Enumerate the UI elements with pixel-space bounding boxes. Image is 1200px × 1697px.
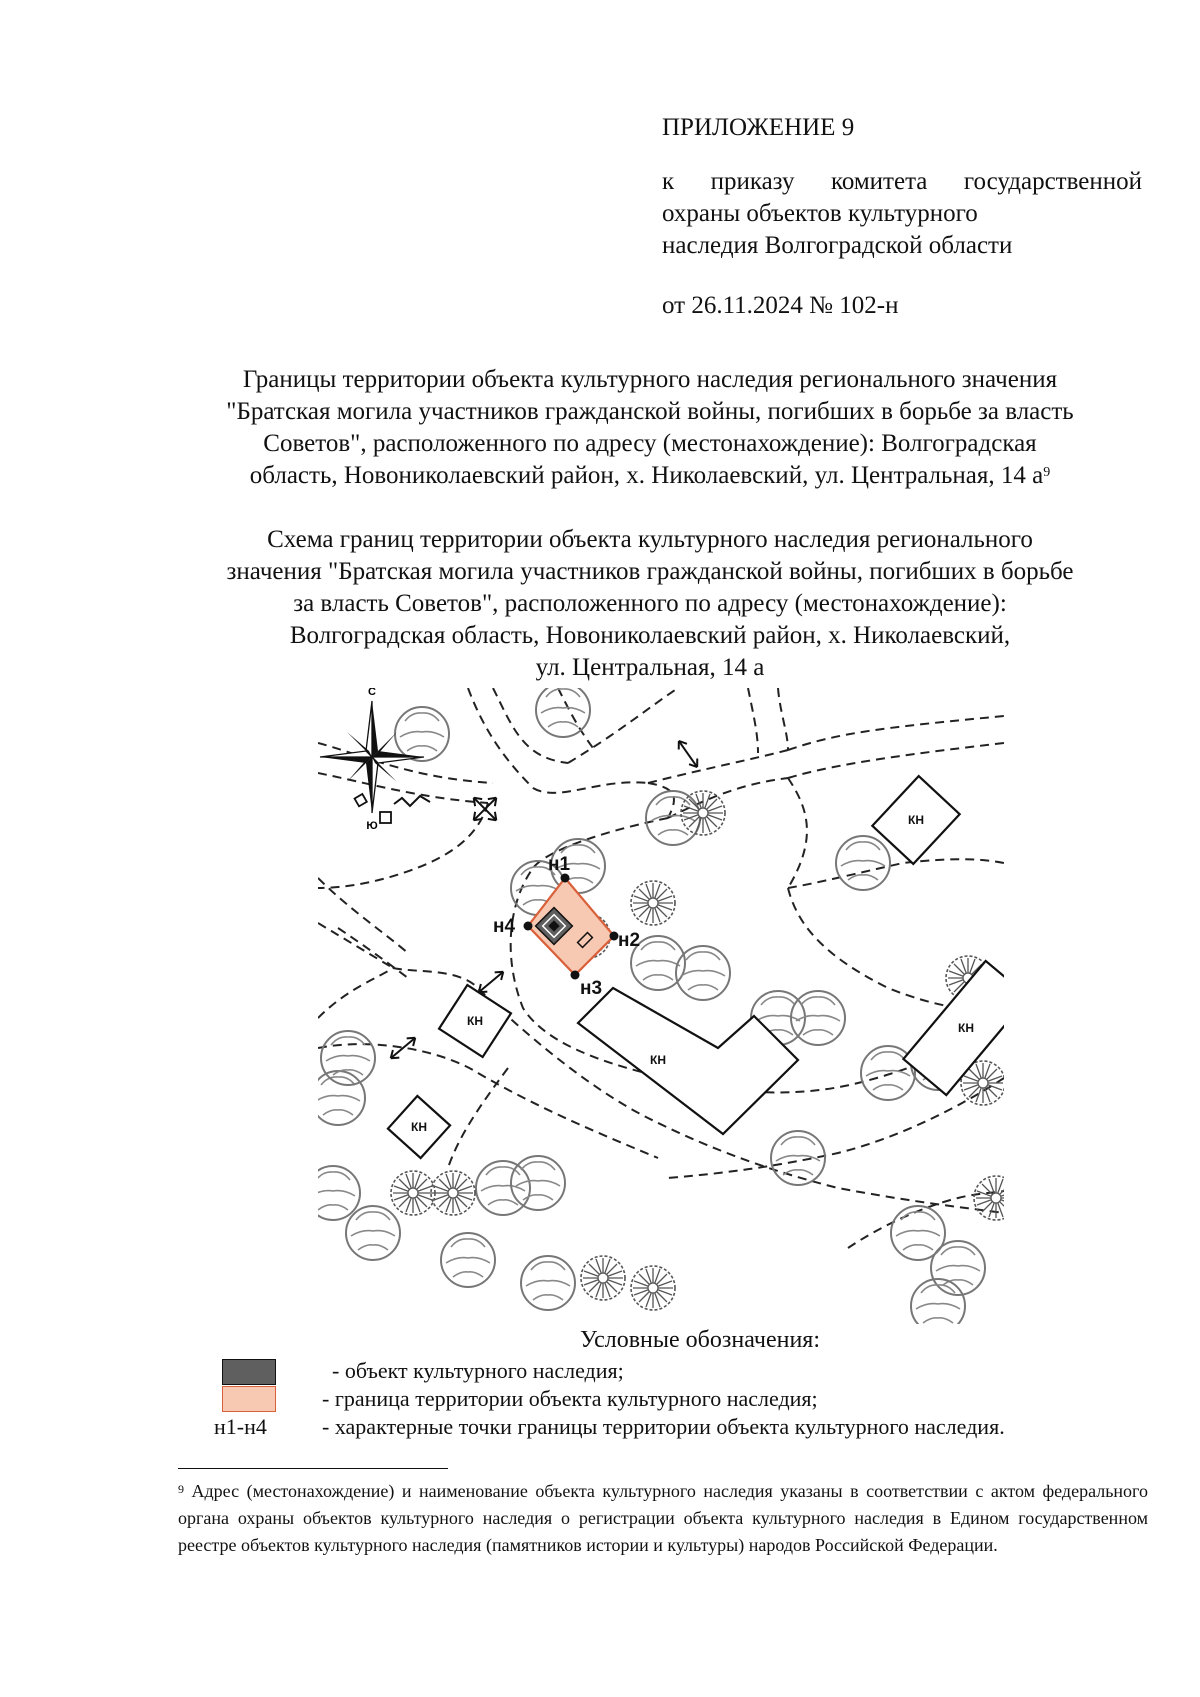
building-label: КН (958, 1021, 974, 1035)
road-edges (318, 688, 1004, 1248)
appendix-line-1: к приказу комитета государственной (662, 168, 1142, 195)
compass-south-label: Ю (366, 820, 378, 832)
heading-line: Границы территории объекта культурного наследия регионального значения (242, 366, 1058, 393)
footnote-text: Адрес (местонахождение) и наименование объекта культурного наследия указаны в соответствии с актом федерального органа охраны объектов культурного наследия о регистрации объекта культурного наследия в Едином государственном реестре объектов культурного наследия (памятников истории и культуры) народов Российской Федерации. (178, 1481, 1148, 1555)
order-date: от 26.11.2024 № 102-н (662, 292, 899, 319)
boundaries-heading (150, 364, 1150, 492)
heading-line: Схема границ территории объекта культурного наследия регионального (267, 526, 1033, 553)
point-label-n4: н4 (493, 916, 516, 937)
heading-line: Волгоградская область, Новониколаевский район, х. Николаевский, (289, 622, 1011, 649)
compass-north-label: С (368, 688, 376, 698)
heading-line: значения "Братская могила участников гражданской войны, погибших в борьбе (226, 558, 1074, 585)
building-kn (578, 988, 798, 1134)
footnote-mark: 9 (1043, 465, 1051, 480)
boundary-scheme-map (318, 688, 1004, 1324)
heading-line: область, Новониколаевский район, х. Николаевский, ул. Центральная, 14 $а^9$ (249, 462, 1051, 489)
footnote-separator (178, 1468, 448, 1469)
building-label: КН (650, 1053, 666, 1067)
heading-line: "Братская могила участников гражданской войны, погибших в борьбе за власть (226, 398, 1074, 425)
building-label: КН (908, 813, 924, 827)
point-label-n3: н3 (580, 978, 603, 999)
heading-line: Советов", расположенного по адресу (местонахождение): Волгоградская (263, 430, 1037, 457)
appendix-line-3: наследия Волгоградской области (662, 232, 1013, 259)
legend-points-code: н1-н4 (214, 1414, 267, 1439)
scheme-heading (150, 524, 1150, 684)
building-label: КН (411, 1120, 427, 1134)
trees (318, 688, 1004, 1324)
appendix-title: ПРИЛОЖЕНИЕ 9 (662, 114, 855, 141)
legend-item-points: - характерные точки границы территории объекта культурного наследия. (322, 1414, 1005, 1439)
legend-swatch-heritage-object (222, 1359, 276, 1385)
footnote-number: 9 (178, 1482, 184, 1496)
legend-swatch-boundary (222, 1386, 276, 1412)
point-label-n2: н2 (618, 930, 641, 951)
legend-item-boundary: - граница территории объекта культурного наследия; (322, 1386, 818, 1411)
legend-item-heritage-object: - объект культурного наследия; (332, 1358, 624, 1383)
point-label-n1: н1 (548, 854, 571, 875)
building-kn (903, 961, 1004, 1095)
building-label: КН (467, 1014, 483, 1028)
footnote (178, 1478, 1148, 1559)
appendix-block (662, 112, 1142, 322)
legend-title: Условные обозначения: (579, 1327, 821, 1353)
appendix-line-2: охраны объектов культурного (662, 200, 978, 227)
heading-line: за власть Советов", расположенного по адресу (местонахождение): (293, 590, 1007, 617)
heading-line: ул. Центральная, 14 а (535, 654, 765, 681)
